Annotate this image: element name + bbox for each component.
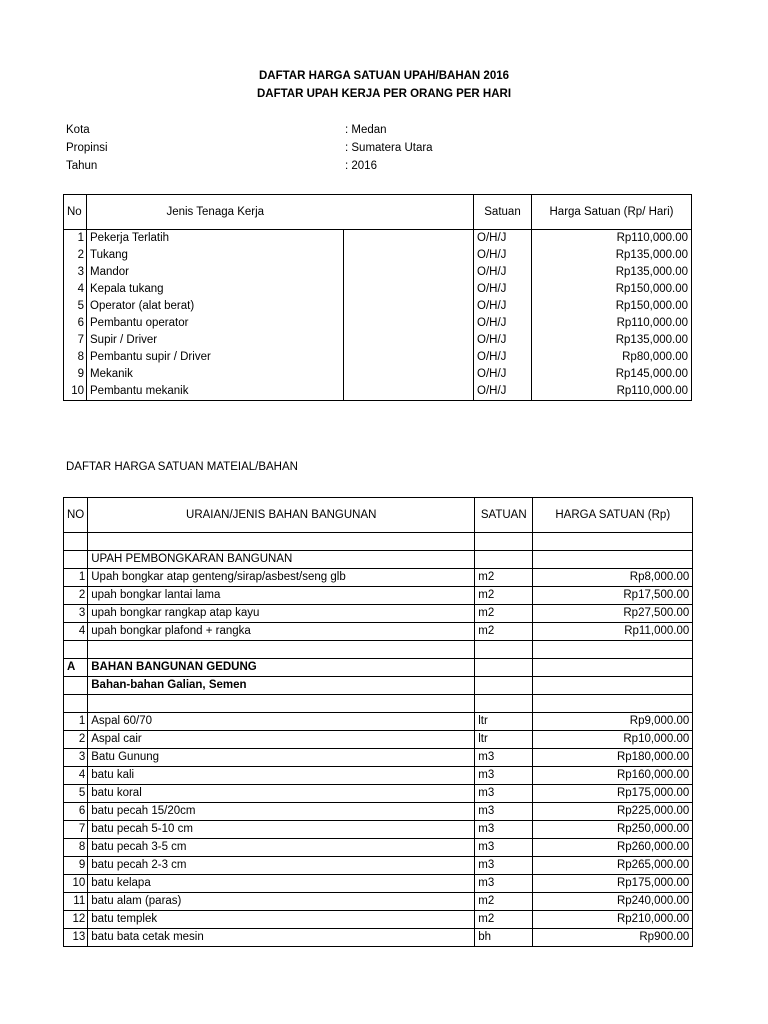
material-row-unit: ltr [475,731,533,749]
labor-row-no: 4 [64,281,87,298]
material-row [64,839,693,857]
labor-row-spacer [344,230,474,248]
labor-row-unit: O/H/J [474,298,532,315]
labor-row [64,264,692,281]
material-row-no: 12 [64,911,88,929]
material-header-row [64,498,693,533]
material-row-price: Rp175,000.00 [533,875,693,893]
labor-row-spacer [344,332,474,349]
labor-row-spacer [344,298,474,315]
labor-row [64,315,692,332]
material-row-name: batu koral [88,785,475,803]
material-row-name: batu pecah 2-3 cm [88,857,475,875]
labor-row-price: Rp145,000.00 [532,366,692,383]
labor-row-unit: O/H/J [474,230,532,248]
material-row-unit: m3 [475,767,533,785]
labor-table [63,194,692,401]
subsection-galian-label: Bahan-bahan Galian, Semen [88,677,475,695]
section-a [64,659,693,677]
labor-row-no: 10 [64,383,87,401]
labor-header-jenis: Jenis Tenaga Kerja [87,195,344,230]
material-row-unit: m3 [475,749,533,767]
labor-row [64,383,692,401]
material-blank-row [64,533,693,551]
material-row-no: 13 [64,929,88,947]
document-title: DAFTAR HARGA SATUAN UPAH/BAHAN 2016 [258,70,510,82]
labor-row-no: 3 [64,264,87,281]
labor-row-spacer [344,349,474,366]
labor-row-no: 1 [64,230,87,248]
material-row-unit: bh [475,929,533,947]
material-row-price: Rp17,500.00 [533,587,693,605]
labor-row-name: Pembantu operator [87,315,344,332]
material-row-name: upah bongkar lantai lama [88,587,475,605]
material-row-name: Batu Gunung [88,749,475,767]
material-row [64,569,693,587]
material-row-no: 3 [64,605,88,623]
material-row-unit: m2 [475,911,533,929]
labor-header-harga: Harga Satuan (Rp/ Hari) [532,195,692,230]
material-row-no: 2 [64,587,88,605]
material-blank-cell [88,641,475,659]
material-blank-cell [533,533,693,551]
material-row-no: 8 [64,839,88,857]
material-blank-cell [475,533,533,551]
material-row [64,623,693,641]
material-row-price: Rp9,000.00 [533,713,693,731]
meta-value-propinsi: : Sumatera Utara [345,142,433,154]
material-row-unit: m3 [475,875,533,893]
labor-row-price: Rp80,000.00 [532,349,692,366]
material-row-price: Rp160,000.00 [533,767,693,785]
section-upah-no [64,551,88,569]
material-row-unit: m3 [475,857,533,875]
labor-row-unit: O/H/J [474,264,532,281]
section-a-price [533,659,693,677]
labor-row-name: Operator (alat berat) [87,298,344,315]
material-row-no: 1 [64,569,88,587]
labor-row-price: Rp135,000.00 [532,264,692,281]
material-header-satuan: SATUAN [475,498,533,533]
material-row-no: 7 [64,821,88,839]
labor-row-name: Mandor [87,264,344,281]
labor-row [64,298,692,315]
labor-row-no: 9 [64,366,87,383]
material-row [64,857,693,875]
material-row-unit: m2 [475,893,533,911]
labor-header-row [64,195,692,230]
material-row-no: 1 [64,713,88,731]
labor-row [64,332,692,349]
material-header-no: NO [64,498,88,533]
labor-row-price: Rp110,000.00 [532,315,692,332]
labor-row [64,281,692,298]
labor-row-unit: O/H/J [474,332,532,349]
material-row-name: batu pecah 15/20cm [88,803,475,821]
material-row-unit: m3 [475,821,533,839]
section-upah-label: UPAH PEMBONGKARAN BANGUNAN [88,551,475,569]
labor-row [64,247,692,264]
material-row [64,893,693,911]
labor-row-no: 6 [64,315,87,332]
material-header-harga: HARGA SATUAN (Rp) [533,498,693,533]
labor-row-unit: O/H/J [474,366,532,383]
material-row-unit: m2 [475,587,533,605]
material-row-price: Rp10,000.00 [533,731,693,749]
section-upah-unit [475,551,533,569]
meta-value-kota: : Medan [345,124,387,136]
labor-row-price: Rp135,000.00 [532,247,692,264]
material-blank-row [64,695,693,713]
labor-row-price: Rp150,000.00 [532,298,692,315]
material-blank-cell [64,533,88,551]
labor-header-no: No [64,195,87,230]
labor-row-no: 2 [64,247,87,264]
material-row [64,749,693,767]
material-blank-cell [64,695,88,713]
labor-row-price: Rp135,000.00 [532,332,692,349]
material-row-price: Rp175,000.00 [533,785,693,803]
labor-row-unit: O/H/J [474,281,532,298]
material-blank-cell [88,695,475,713]
meta-value-tahun: : 2016 [345,160,377,172]
material-row [64,821,693,839]
material-row [64,587,693,605]
material-blank-cell [533,695,693,713]
meta-label-propinsi: Propinsi [66,142,108,154]
material-row [64,911,693,929]
labor-row [64,349,692,366]
section-a-unit [475,659,533,677]
labor-row-spacer [344,366,474,383]
material-row [64,929,693,947]
material-row-unit: m3 [475,785,533,803]
section-a-no: A [64,659,88,677]
material-row-no: 5 [64,785,88,803]
material-blank-cell [88,533,475,551]
labor-header-satuan: Satuan [474,195,532,230]
labor-row [64,366,692,383]
labor-row-name: Kepala tukang [87,281,344,298]
material-row-price: Rp900.00 [533,929,693,947]
material-row [64,767,693,785]
labor-row-name: Tukang [87,247,344,264]
labor-row-name: Mekanik [87,366,344,383]
labor-row-spacer [344,281,474,298]
material-section-title: DAFTAR HARGA SATUAN MATEIAL/BAHAN [66,461,298,473]
labor-row-price: Rp150,000.00 [532,281,692,298]
meta-label-kota: Kota [66,124,90,136]
material-row-name: batu bata cetak mesin [88,929,475,947]
material-row-no: 2 [64,731,88,749]
meta-label-tahun: Tahun [66,160,98,172]
material-row [64,785,693,803]
document-subtitle: DAFTAR UPAH KERJA PER ORANG PER HARI [256,88,512,100]
material-row [64,605,693,623]
subsection-galian [64,677,693,695]
labor-row-unit: O/H/J [474,349,532,366]
material-row-unit: m3 [475,803,533,821]
material-row-price: Rp180,000.00 [533,749,693,767]
material-row-price: Rp240,000.00 [533,893,693,911]
material-row-name: batu kali [88,767,475,785]
section-upah [64,551,693,569]
material-row-name: Upah bongkar atap genteng/sirap/asbest/seng glb [88,569,475,587]
material-header-uraian: URAIAN/JENIS BAHAN BANGUNAN [88,498,475,533]
labor-row-price: Rp110,000.00 [532,383,692,401]
material-row-name: Aspal 60/70 [88,713,475,731]
labor-row-no: 5 [64,298,87,315]
material-row-name: batu alam (paras) [88,893,475,911]
subsection-galian-no [64,677,88,695]
material-row-name: upah bongkar plafond + rangka [88,623,475,641]
material-row-price: Rp11,000.00 [533,623,693,641]
material-blank-cell [475,695,533,713]
labor-row-unit: O/H/J [474,247,532,264]
material-row-price: Rp225,000.00 [533,803,693,821]
subsection-galian-unit [475,677,533,695]
material-row-no: 11 [64,893,88,911]
material-row-unit: m2 [475,569,533,587]
material-row-no: 10 [64,875,88,893]
material-row-no: 3 [64,749,88,767]
material-row-price: Rp210,000.00 [533,911,693,929]
material-row-name: upah bongkar rangkap atap kayu [88,605,475,623]
material-row-no: 6 [64,803,88,821]
material-row-price: Rp27,500.00 [533,605,693,623]
labor-row-name: Supir / Driver [87,332,344,349]
material-blank-cell [64,641,88,659]
labor-row-spacer [344,264,474,281]
material-blank-cell [475,641,533,659]
subsection-galian-price [533,677,693,695]
material-blank-row [64,641,693,659]
labor-row-name: Pembantu supir / Driver [87,349,344,366]
labor-row-price: Rp110,000.00 [532,230,692,248]
material-row-price: Rp8,000.00 [533,569,693,587]
labor-row [64,230,692,248]
labor-row-name: Pekerja Terlatih [87,230,344,248]
material-row [64,731,693,749]
material-row-unit: m3 [475,839,533,857]
material-row-no: 4 [64,623,88,641]
material-row-name: batu pecah 5-10 cm [88,821,475,839]
material-row-price: Rp260,000.00 [533,839,693,857]
material-row-price: Rp250,000.00 [533,821,693,839]
material-row-unit: m2 [475,605,533,623]
labor-row-unit: O/H/J [474,383,532,401]
material-row-name: batu templek [88,911,475,929]
material-row-name: batu pecah 3-5 cm [88,839,475,857]
material-row [64,875,693,893]
material-blank-cell [533,641,693,659]
labor-row-no: 8 [64,349,87,366]
labor-row-spacer [344,383,474,401]
labor-row-no: 7 [64,332,87,349]
section-a-label: BAHAN BANGUNAN GEDUNG [88,659,475,677]
labor-header-blank [344,195,474,230]
section-upah-price [533,551,693,569]
material-row-unit: m2 [475,623,533,641]
material-row [64,803,693,821]
labor-row-spacer [344,247,474,264]
material-row-name: Aspal cair [88,731,475,749]
material-table [63,497,693,947]
material-row-no: 4 [64,767,88,785]
labor-row-unit: O/H/J [474,315,532,332]
labor-row-name: Pembantu mekanik [87,383,344,401]
labor-row-spacer [344,315,474,332]
material-row-price: Rp265,000.00 [533,857,693,875]
material-row-name: batu kelapa [88,875,475,893]
material-row-unit: ltr [475,713,533,731]
material-row-no: 9 [64,857,88,875]
material-row [64,713,693,731]
